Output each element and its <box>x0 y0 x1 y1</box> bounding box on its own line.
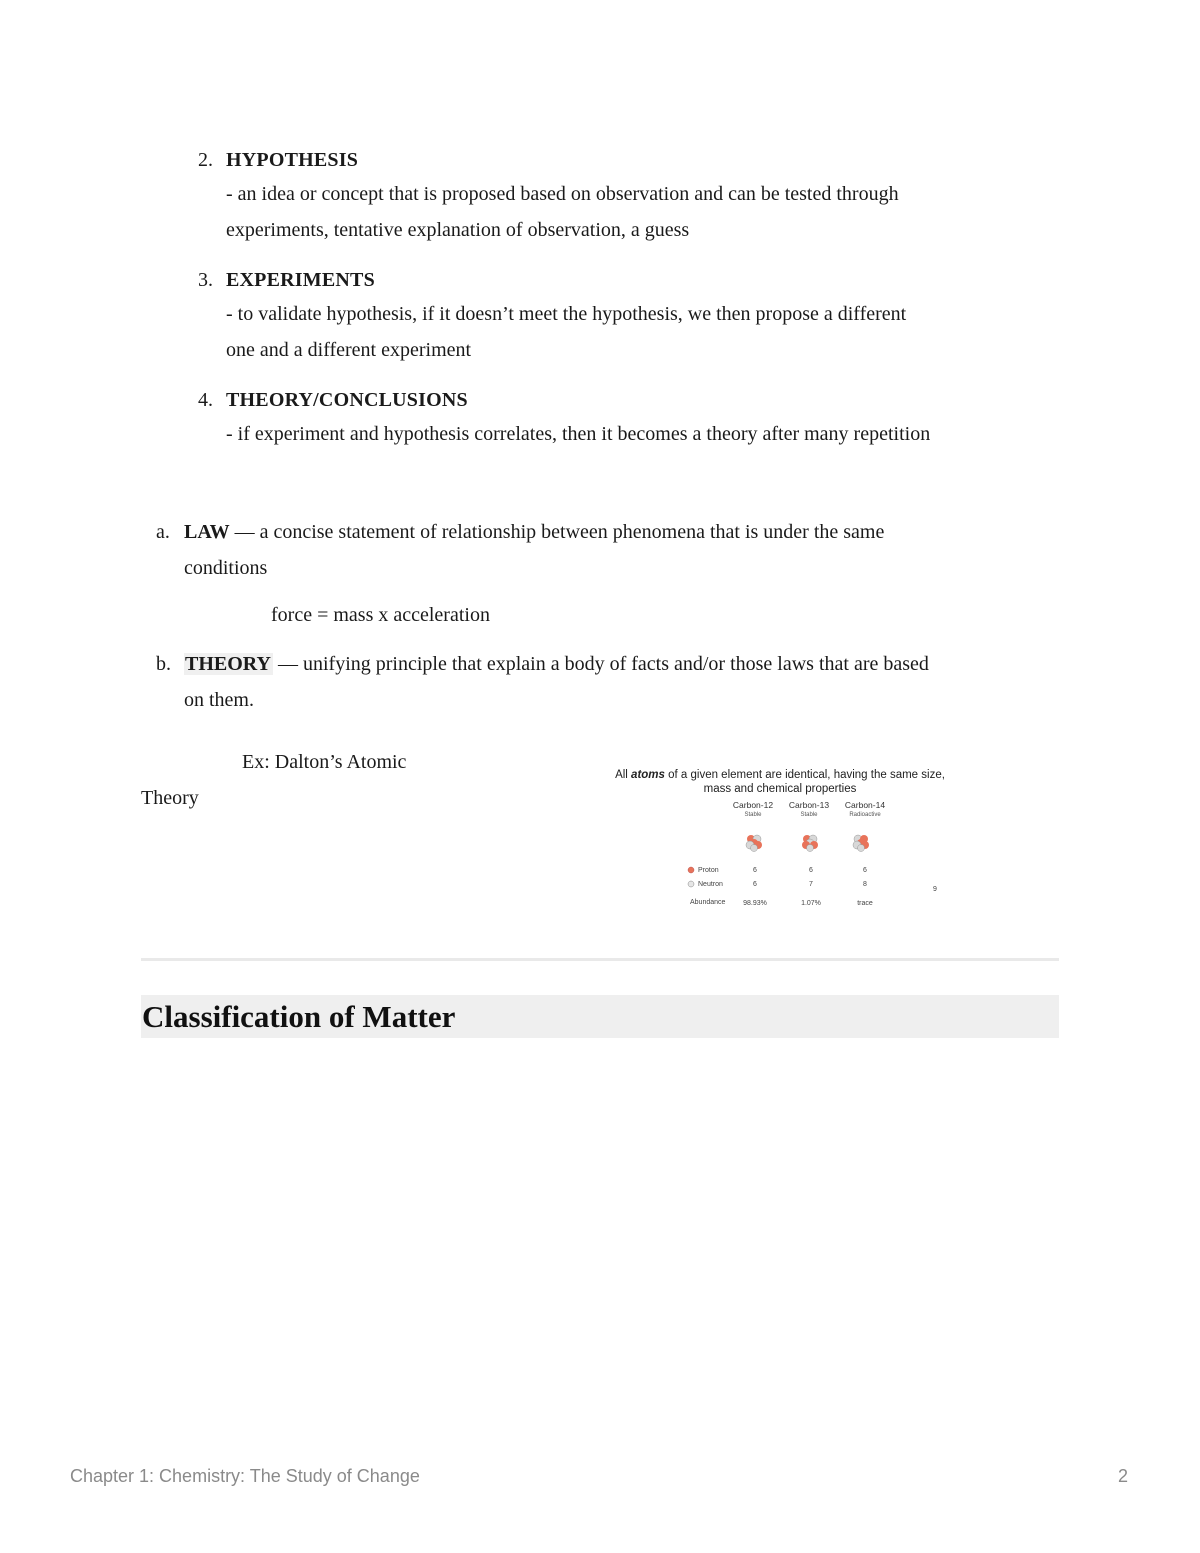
theory-example-line2: Theory <box>141 787 199 809</box>
list-item-hypothesis <box>198 148 1098 172</box>
abundance-value: trace <box>857 900 873 907</box>
theory-item <box>156 646 1076 718</box>
row-label-neutron: Neutron <box>698 881 723 888</box>
row-label-abundance: Abundance <box>690 899 726 906</box>
description-line: - to validate hypothesis, if it doesn’t meet the hypothesis, we then propose a different <box>226 303 907 325</box>
nucleus-icon <box>799 831 821 853</box>
neutron-count: 6 <box>753 881 757 888</box>
list-item-description <box>226 416 1106 452</box>
slide-number: 9 <box>933 886 937 893</box>
law-item <box>156 514 1076 586</box>
list-number: 4. <box>198 389 213 411</box>
description-line: one and a different experiment <box>226 339 472 361</box>
proton-dot-icon <box>687 866 695 874</box>
theory-definition-cont: on them. <box>184 689 254 711</box>
isotope-status: Stable <box>744 812 762 818</box>
theory-definition: — unifying principle that explain a body of facts and/or those laws that are based <box>272 653 929 675</box>
nucleus-icon <box>850 831 872 853</box>
description-line: - an idea or concept that is proposed based on observation and can be tested through <box>226 183 899 205</box>
law-term: LAW <box>184 521 230 543</box>
description-line: - if experiment and hypothesis correlates, then it becomes a theory after many repetition <box>226 423 931 445</box>
description-line: experiments, tentative explanation of observation, a guess <box>226 219 690 241</box>
list-letter: b. <box>156 653 171 675</box>
theory-example-line1: Ex: Dalton’s Atomic <box>242 751 407 773</box>
section-heading: Classification of Matter <box>142 999 456 1034</box>
row-label-proton: Proton <box>698 867 719 874</box>
list-item-experiments <box>198 268 1098 292</box>
neutron-count: 7 <box>809 881 813 888</box>
law-definition-cont: conditions <box>184 557 268 579</box>
list-number: 2. <box>198 149 213 171</box>
isotope-status: Stable <box>800 812 818 818</box>
footer-page-number: 2 <box>1118 1466 1129 1486</box>
theory-term: THEORY <box>185 653 271 675</box>
list-item-description <box>226 296 1066 368</box>
abundance-value: 98.93% <box>743 900 767 907</box>
list-number: 3. <box>198 269 213 291</box>
law-formula: force = mass x acceleration <box>271 604 490 626</box>
isotopes-figure <box>600 764 960 914</box>
proton-count: 6 <box>863 867 867 874</box>
figure-caption: All atoms of a given element are identical, having the same size, mass and chemical properties <box>615 769 945 795</box>
law-definition: — a concise statement of relationship between phenomena that is under the same <box>229 521 885 543</box>
neutron-count: 8 <box>863 881 867 888</box>
list-letter: a. <box>156 521 170 543</box>
list-item-title: HYPOTHESIS <box>226 149 359 171</box>
list-item-title: EXPERIMENTS <box>226 269 375 291</box>
proton-count: 6 <box>753 867 757 874</box>
list-item-theory-conclusions <box>198 388 1098 412</box>
footer-chapter-title: Chapter 1: Chemistry: The Study of Change <box>70 1466 420 1486</box>
isotope-name: Carbon-13 <box>788 800 830 810</box>
list-item-description <box>226 176 1066 248</box>
proton-count: 6 <box>809 867 813 874</box>
isotope-status: Radioactive <box>849 812 881 818</box>
horizontal-divider <box>141 958 1059 961</box>
isotope-name: Carbon-14 <box>844 800 886 810</box>
isotope-name: Carbon-12 <box>732 800 774 810</box>
list-item-title: THEORY/CONCLUSIONS <box>226 389 468 411</box>
neutron-dot-icon <box>687 880 695 888</box>
abundance-value: 1.07% <box>801 900 821 907</box>
nucleus-icon <box>743 831 765 853</box>
